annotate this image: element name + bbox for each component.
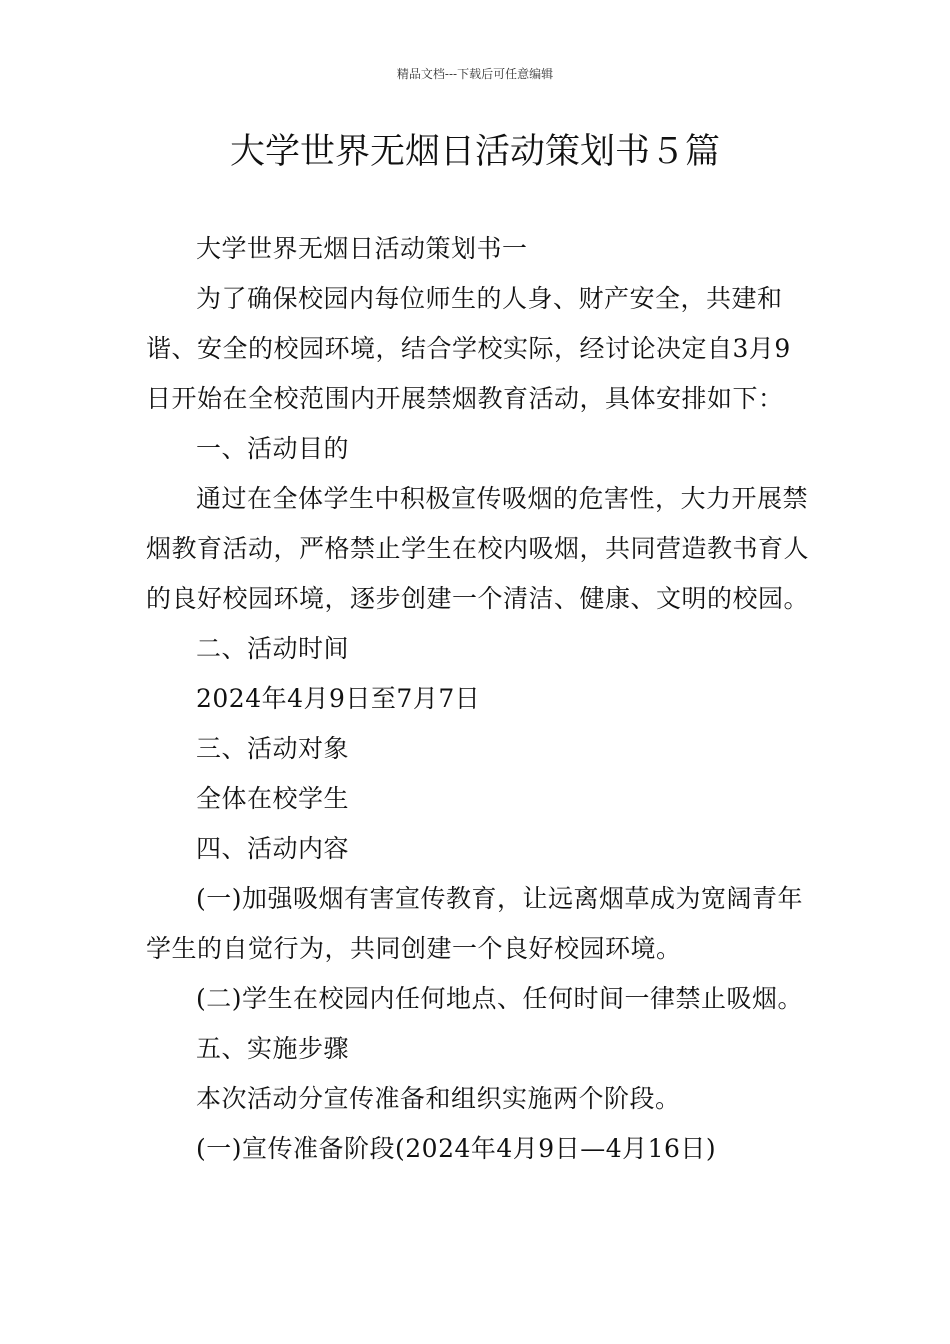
section-heading: 一、活动目的 [196, 434, 350, 463]
section-heading: 大学世界无烟日活动策划书一 [196, 234, 528, 263]
section-heading: 四、活动内容 [196, 834, 350, 863]
section-heading: 二、活动时间 [196, 634, 350, 663]
section-heading: 五、实施步骤 [196, 1034, 350, 1063]
paragraph: 本次活动分宣传准备和组织实施两个阶段。 [196, 1084, 681, 1113]
document-body [146, 224, 814, 1174]
paragraph: 为了确保校园内每位师生的人身、财产安全，共建和谐、安全的校园环境，结合学校实际，经讨论决定自3月9日开始在全校范围内开展禁烟教育活动，具体安排如下： [146, 284, 791, 413]
document-title: 大学世界无烟日活动策划书５篇 [229, 132, 720, 172]
section-heading: 三、活动对象 [196, 734, 350, 763]
paragraph: 全体在校学生 [196, 784, 350, 813]
paragraph: 通过在全体学生中积极宣传吸烟的危害性，大力开展禁烟教育活动，严格禁止学生在校内吸烟，共同营造教书育人的良好校园环境，逐步创建一个清洁、健康、文明的校园。 [146, 484, 810, 613]
paragraph: (一)宣传准备阶段(2024年4月9日—4月16日) [196, 1134, 717, 1163]
paragraph: (二)学生在校园内任何地点、任何时间一律禁止吸烟。 [196, 984, 804, 1013]
paragraph: 2024年4月9日至7月7日 [196, 684, 481, 713]
paragraph: (一)加强吸烟有害宣传教育，让远离烟草成为宽阔青年学生的自觉行为，共同创建一个良好校园环境。 [146, 884, 804, 963]
header-note: 精品文档---下载后可任意编辑 [396, 67, 554, 81]
